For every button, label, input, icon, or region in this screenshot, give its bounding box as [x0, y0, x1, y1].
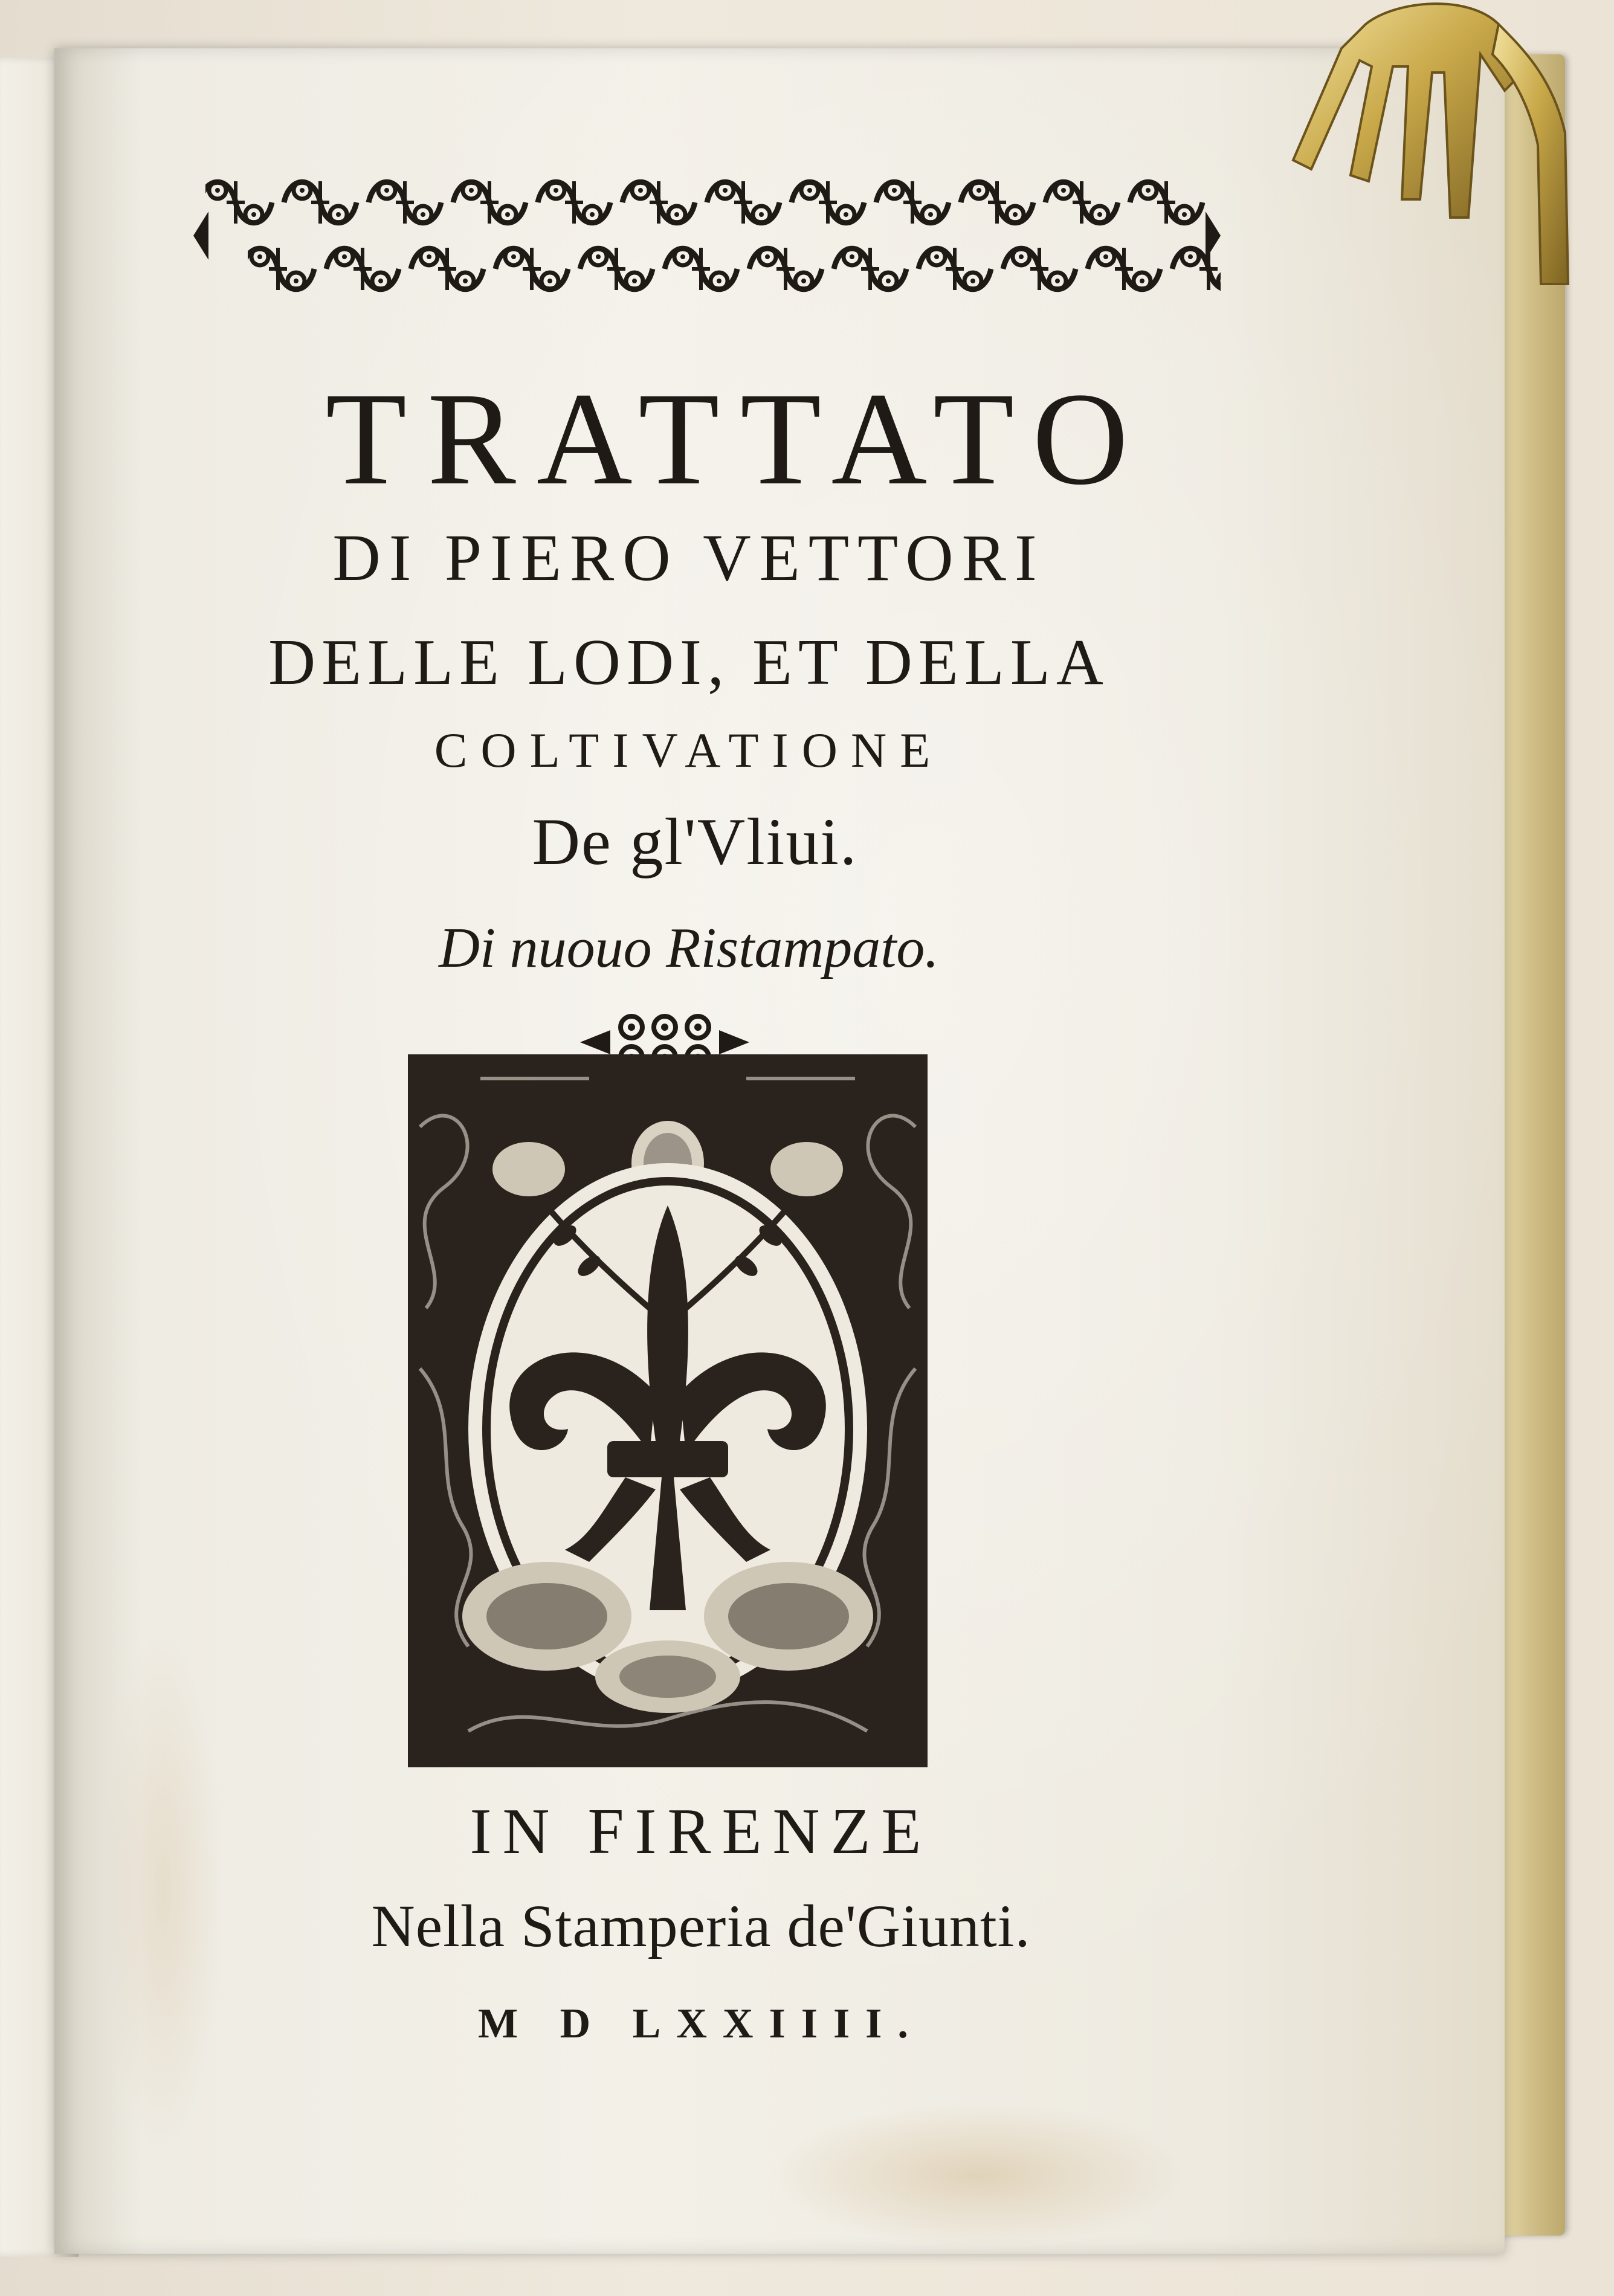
author-line: DI PIERO VETTORI — [332, 521, 1045, 595]
title-page — [54, 48, 1505, 2254]
subtitle-line-3: De gl'Vliui. — [532, 805, 858, 879]
brass-hand-weight — [1239, 0, 1577, 290]
imprint-city: IN FIRENZE — [470, 1796, 932, 1868]
imprint-printer: Nella Stamperia de'Giunti. — [371, 1892, 1031, 1959]
subtitle-line-1: DELLE LODI, ET DELLA — [268, 627, 1109, 698]
foxing-stain — [767, 2103, 1190, 2248]
imprint-year: M D LXXIIII. — [478, 2001, 924, 2047]
edition-note: Di nuouo Ristampato. — [439, 917, 939, 979]
florentine-lily-woodcut — [408, 1054, 928, 1767]
floral-headpiece — [193, 169, 1221, 302]
book-title: TRATTATO — [325, 365, 1149, 512]
subtitle-line-2: COLTIVATIONE — [434, 723, 944, 778]
